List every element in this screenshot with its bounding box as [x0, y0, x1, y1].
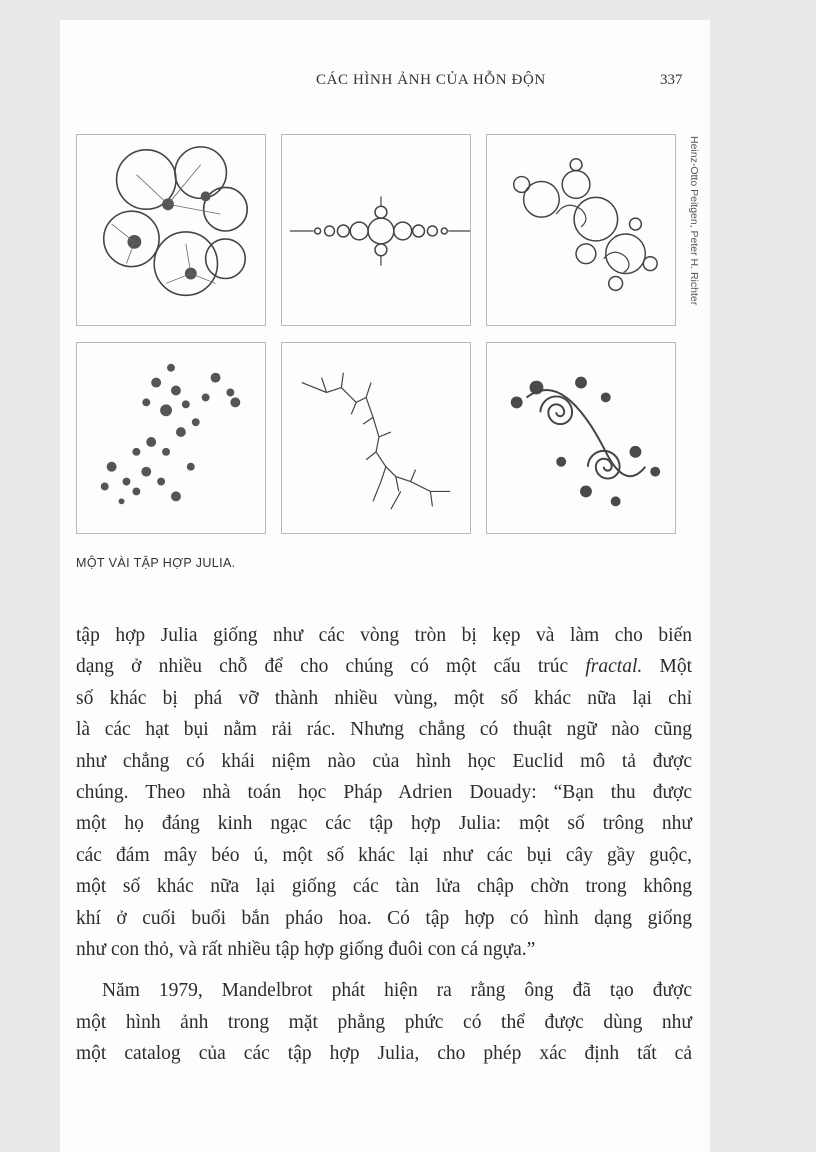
text-line: khí ở cuối buổi bắn pháo hoa. Có tập hợp có hình dạng giống [76, 907, 692, 929]
julia-panel-5 [281, 342, 471, 534]
text-line: Năm 1979, Mandelbrot phát hiện ra rằng ông đã tạo được [102, 980, 692, 1002]
page-number: 337 [660, 72, 683, 88]
text-line: số khác bị phá vỡ thành nhiều vùng, một số khác nữa lại chỉ [76, 687, 692, 709]
julia-set-image-5 [282, 343, 470, 533]
text-fragment: dạng ở nhiều chỗ để cho chúng có một cấu trúc [76, 656, 586, 678]
julia-sets-figure [76, 134, 678, 536]
julia-panel-6 [486, 342, 676, 534]
text-line: một catalog của các tập hợp Julia, cho phép xác định tất cả [76, 1043, 692, 1065]
italic-term: fractal. [585, 656, 643, 678]
julia-set-image-3 [487, 135, 675, 325]
paragraph-1 [76, 620, 692, 965]
text-fragment: Một [642, 656, 692, 678]
figure-caption: MỘT VÀI TẬP HỢP JULIA. [76, 556, 236, 570]
julia-set-image-2 [282, 135, 470, 325]
credit-text: Heinz-Otto Peitgen, Peter H. Richter [688, 136, 700, 306]
julia-panel-4 [76, 342, 266, 534]
text-line: một số khác nữa lại giống các tàn lửa chập chờn trong không [76, 876, 692, 898]
running-head: CÁC HÌNH ẢNH CỦA HỖN ĐỘN [316, 72, 546, 88]
julia-panel-1 [76, 134, 266, 326]
julia-set-image-6 [487, 343, 675, 533]
text-line: các đám mây béo ú, một số khác lại như các bụi cây gầy guộc, [76, 844, 692, 866]
text-line: như con thỏ, và rất nhiều tập hợp giống đuôi con cá ngựa.” [76, 939, 536, 961]
text-line: là các hạt bụi nằm rải rác. Nhưng chẳng có thuật ngữ nào cũng [76, 719, 692, 741]
text-line: tập hợp Julia giống như các vòng tròn bị kẹp và làm cho biến [76, 625, 692, 646]
text-line: một hình ảnh trong mặt phẳng phức có thể được dùng như [76, 1011, 692, 1033]
julia-set-image-1 [77, 135, 265, 325]
text-line: một họ đáng kinh ngạc các tập hợp Julia: một số trông như [76, 813, 692, 835]
paragraph-2 [76, 975, 692, 1069]
julia-set-image-4 [77, 343, 265, 533]
text-line [76, 651, 692, 682]
julia-panel-2 [281, 134, 471, 326]
text-line: như chẳng có khái niệm nào của hình học Euclid mô tả được [76, 750, 692, 772]
figure-credit [686, 136, 702, 348]
page-header [60, 64, 710, 94]
body-text [76, 620, 692, 1070]
text-line: chúng. Theo nhà toán học Pháp Adrien Douady: “Bạn thu được [76, 782, 692, 804]
julia-panel-3 [486, 134, 676, 326]
